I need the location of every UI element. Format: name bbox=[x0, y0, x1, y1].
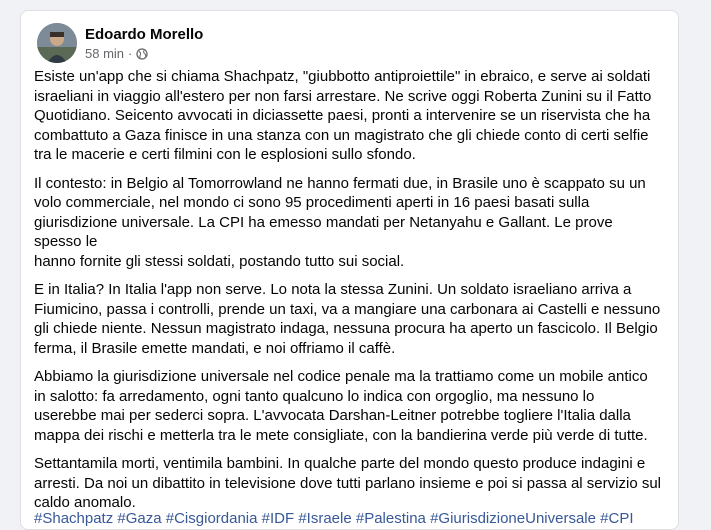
post-meta bbox=[85, 25, 203, 62]
post-paragraph-3: E in Italia? In Italia l'app non serve. Lo nota la stessa Zunini. Un soldato israeliano arriva a Fiumicino, passa i controlli, prende un taxi, va a mangiare una carbonara ai Castelli e nessuno gli chiede niente. Nessun magistrato indaga, nessuna procura ha aperto un fascicolo. Il Belgio ferma, il Brasile emette mandati, e noi offriamo il caffè. bbox=[34, 281, 661, 357]
post-card bbox=[20, 10, 679, 530]
post-paragraph-2: Il contesto: in Belgio al Tomorrowland ne hanno fermati due, in Brasile uno è scappato su un volo commerciale, nel mondo ci sono 95 procedimenti aperti in 16 paesi basati sulla giurisdizione universale. La CPI ha emesso mandati per Netanyahu e Gallant. Le prove spesso le hanno fornite gli stessi soldati, postando tutto sui social. bbox=[34, 174, 646, 270]
separator-dot: · bbox=[128, 45, 133, 61]
post-hashtags[interactable]: #Shachpatz #Gaza #Cisgiordania #IDF #Israele #Palestina #GiurisdizioneUniversale #CPI bbox=[34, 510, 634, 527]
globe-icon[interactable] bbox=[136, 48, 148, 60]
post-paragraph-4: Abbiamo la giurisdizione universale nel codice penale ma la trattiamo come un mobile antico in salotto: fa arredamento, ogni tanto qualcuno lo indica con orgoglio, ma nessuno lo userebbe mai per sederci sopra. L'avvocata Darshan-Leitner potrebbe togliere l'Italia dalla mappa dei rischi e metterla tra le mete consigliate, con la bandierina verde più verde di tutte. bbox=[34, 368, 648, 444]
post-body bbox=[34, 67, 664, 522]
author-name[interactable]: Edoardo Morello bbox=[85, 25, 204, 43]
post-paragraph-1: Esiste un'app che si chiama Shachpatz, "giubbotto antiproiettile" in ebraico, e serve ai soldati israeliani in viaggio all'estero per non farsi arrestare. Ne scrive oggi Roberta Zunini su il Fatto Quotidiano. Seicento avvocati in diciassette paesi, pronti a intervenire se un riservista che ha combattuto a Gaza finisce in una stanza con un magistrato che gli chiede conto di certi selfie tra le macerie e certi filmini con le esplosioni sullo sfondo. bbox=[34, 68, 652, 163]
post-subtitle bbox=[85, 46, 203, 62]
avatar[interactable] bbox=[37, 23, 77, 63]
post-timestamp[interactable]: 58 min bbox=[85, 45, 125, 61]
post-paragraph-5: Settantamila morti, ventimila bambini. In qualche parte del mondo questo produce indagini e arresti. Da noi un dibattito in televisione dove tutti parlano insieme e poi si passa al servizio sul caldo anomalo. bbox=[34, 455, 661, 511]
post-header bbox=[37, 23, 203, 63]
